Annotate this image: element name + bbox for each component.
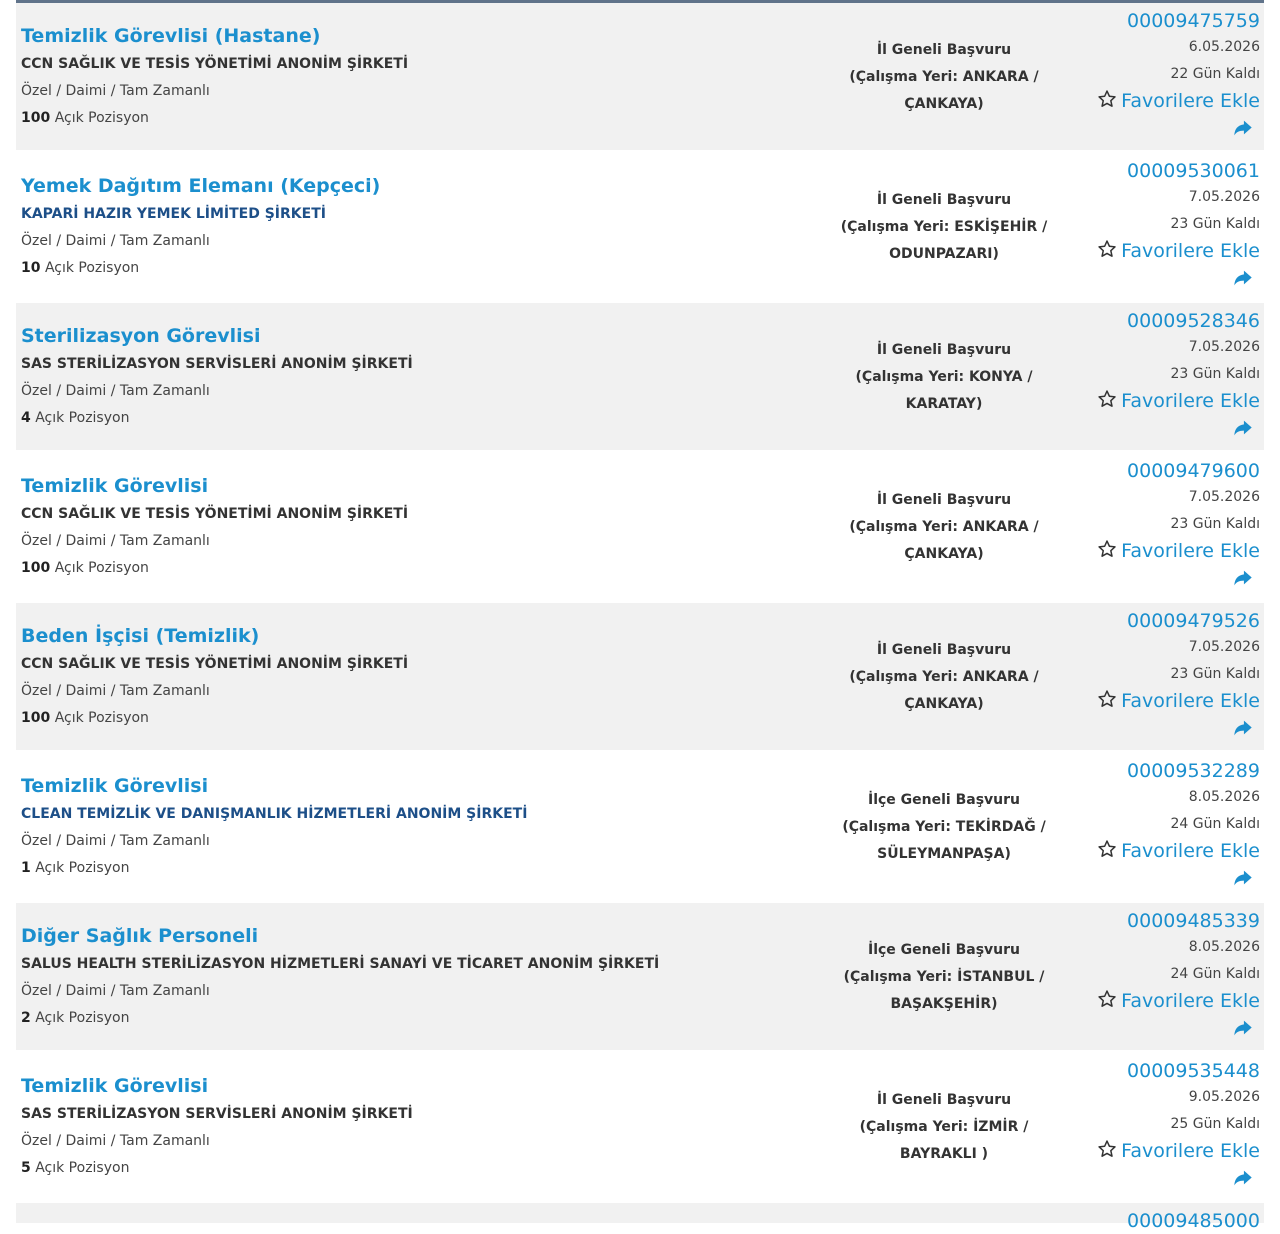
days-remaining: 23 Gün Kaldı xyxy=(1170,666,1260,682)
job-row xyxy=(16,1053,1264,1203)
employment-type: Özel / Daimi / Tam Zamanlı xyxy=(21,533,210,549)
job-title-link[interactable]: Diğer Sağlık Personeli xyxy=(21,925,259,947)
open-positions-count: 10 xyxy=(21,260,41,276)
location-info xyxy=(816,37,1072,118)
star-outline-icon xyxy=(1096,389,1118,409)
job-meta xyxy=(1040,1058,1260,1189)
job-info xyxy=(21,173,380,278)
posting-date: 7.05.2026 xyxy=(1188,639,1260,655)
add-to-favorites-button[interactable] xyxy=(1040,238,1260,265)
job-meta xyxy=(1040,308,1260,439)
location-info xyxy=(816,487,1072,568)
application-scope: İlçe Geneli Başvuru xyxy=(867,942,1020,958)
open-positions xyxy=(21,408,413,428)
workplace-district: BAYRAKLI ) xyxy=(899,1146,989,1162)
job-number-link[interactable]: 00009528346 xyxy=(1127,310,1260,332)
add-to-favorites-button[interactable] xyxy=(1040,988,1260,1015)
job-meta xyxy=(1040,458,1260,589)
open-positions xyxy=(21,708,408,728)
open-positions-label: Açık Pozisyon xyxy=(35,1010,130,1026)
add-to-favorites-label: Favorilere Ekle xyxy=(1121,840,1260,862)
open-positions-label: Açık Pozisyon xyxy=(35,410,130,426)
job-title-link[interactable]: Beden İşçisi (Temizlik) xyxy=(21,625,260,647)
location-info xyxy=(816,1087,1072,1168)
job-number-link[interactable]: 00009485339 xyxy=(1127,910,1260,932)
job-info xyxy=(21,323,413,428)
job-list xyxy=(16,3,1264,1232)
add-to-favorites-label: Favorilere Ekle xyxy=(1121,690,1260,712)
job-number-link[interactable]: 00009479600 xyxy=(1127,460,1260,482)
days-remaining: 22 Gün Kaldı xyxy=(1170,66,1260,82)
job-row xyxy=(16,453,1264,603)
posting-date: 8.05.2026 xyxy=(1188,939,1260,955)
posting-date: 9.05.2026 xyxy=(1188,1089,1260,1105)
open-positions xyxy=(21,558,408,578)
job-row xyxy=(16,903,1264,1053)
application-scope: İlçe Geneli Başvuru xyxy=(867,792,1020,808)
employment-type: Özel / Daimi / Tam Zamanlı xyxy=(21,383,210,399)
open-positions-label: Açık Pozisyon xyxy=(35,860,130,876)
job-meta xyxy=(1040,158,1260,289)
add-to-favorites-button[interactable] xyxy=(1040,88,1260,115)
company-name: SAS STERİLİZASYON SERVİSLERİ ANONİM ŞİRKETİ xyxy=(21,356,413,372)
workplace-district: ÇANKAYA) xyxy=(904,696,984,712)
add-to-favorites-button[interactable] xyxy=(1040,538,1260,565)
workplace-city: (Çalışma Yeri: İZMİR / xyxy=(859,1119,1029,1135)
open-positions xyxy=(21,1158,413,1178)
job-number-link[interactable]: 00009479526 xyxy=(1127,610,1260,632)
company-name: CCN SAĞLIK VE TESİS YÖNETİMİ ANONİM ŞİRKETİ xyxy=(21,656,409,672)
add-to-favorites-button[interactable] xyxy=(1040,388,1260,415)
share-arrow-icon[interactable] xyxy=(1232,117,1254,139)
employment-type: Özel / Daimi / Tam Zamanlı xyxy=(21,1133,210,1149)
company-name: SALUS HEALTH STERİLİZASYON HİZMETLERİ SANAYİ VE TİCARET ANONİM ŞİRKETİ xyxy=(21,956,660,972)
job-row xyxy=(16,153,1264,303)
workplace-city: (Çalışma Yeri: KONYA / xyxy=(855,369,1033,385)
employment-type: Özel / Daimi / Tam Zamanlı xyxy=(21,83,210,99)
days-remaining: 24 Gün Kaldı xyxy=(1170,966,1260,982)
workplace-district: BAŞAKŞEHİR) xyxy=(890,996,998,1012)
open-positions xyxy=(21,1008,659,1028)
open-positions xyxy=(21,858,527,878)
days-remaining: 23 Gün Kaldı xyxy=(1170,516,1260,532)
job-row xyxy=(16,3,1264,153)
job-meta xyxy=(1040,8,1260,139)
star-outline-icon xyxy=(1096,239,1118,259)
workplace-city: (Çalışma Yeri: ANKARA / xyxy=(849,519,1039,535)
job-title-link[interactable]: Sterilizasyon Görevlisi xyxy=(21,325,261,347)
share-arrow-icon[interactable] xyxy=(1232,267,1254,289)
job-info xyxy=(21,923,659,1028)
share-arrow-icon[interactable] xyxy=(1232,417,1254,439)
workplace-city: (Çalışma Yeri: ANKARA / xyxy=(849,69,1039,85)
job-number-link[interactable]: 00009532289 xyxy=(1127,760,1260,782)
share-arrow-icon[interactable] xyxy=(1232,717,1254,739)
workplace-district: ÇANKAYA) xyxy=(904,546,984,562)
star-outline-icon xyxy=(1096,539,1118,559)
workplace-city: (Çalışma Yeri: İSTANBUL / xyxy=(843,969,1045,985)
workplace-city: (Çalışma Yeri: ANKARA / xyxy=(849,669,1039,685)
job-meta xyxy=(1040,908,1260,1039)
open-positions-count: 5 xyxy=(21,1160,31,1176)
days-remaining: 25 Gün Kaldı xyxy=(1170,1116,1260,1132)
posting-date: 8.05.2026 xyxy=(1188,789,1260,805)
share-arrow-icon[interactable] xyxy=(1232,1167,1254,1189)
job-meta xyxy=(1040,758,1260,889)
application-scope: İl Geneli Başvuru xyxy=(876,642,1012,658)
company-name: SAS STERİLİZASYON SERVİSLERİ ANONİM ŞİRKETİ xyxy=(21,1106,413,1122)
days-remaining: 23 Gün Kaldı xyxy=(1170,366,1260,382)
workplace-district: SÜLEYMANPAŞA) xyxy=(877,846,1011,862)
application-scope: İl Geneli Başvuru xyxy=(876,342,1012,358)
open-positions-label: Açık Pozisyon xyxy=(54,110,149,126)
job-row xyxy=(16,753,1264,903)
open-positions-count: 100 xyxy=(21,560,51,576)
application-scope: İl Geneli Başvuru xyxy=(876,42,1012,58)
add-to-favorites-button[interactable] xyxy=(1040,1138,1260,1165)
add-to-favorites-label: Favorilere Ekle xyxy=(1121,90,1260,112)
job-title-link[interactable]: Temizlik Görevlisi (Hastane) xyxy=(21,25,321,47)
open-positions-count: 4 xyxy=(21,410,31,426)
workplace-district: ÇANKAYA) xyxy=(904,96,984,112)
days-remaining: 23 Gün Kaldı xyxy=(1170,216,1260,232)
job-number-link[interactable]: 00009475759 xyxy=(1127,10,1260,32)
company-name: CCN SAĞLIK VE TESİS YÖNETİMİ ANONİM ŞİRKETİ xyxy=(21,56,409,72)
employment-type: Özel / Daimi / Tam Zamanlı xyxy=(21,983,210,999)
open-positions-label: Açık Pozisyon xyxy=(54,560,149,576)
job-info xyxy=(21,23,408,128)
job-title-link[interactable]: Temizlik Görevlisi xyxy=(21,1075,209,1097)
add-to-favorites-button[interactable] xyxy=(1040,838,1260,865)
employment-type: Özel / Daimi / Tam Zamanlı xyxy=(21,683,210,699)
star-outline-icon xyxy=(1096,689,1118,709)
posting-date: 7.05.2026 xyxy=(1188,339,1260,355)
company-name: KAPARİ HAZIR YEMEK LİMİTED ŞİRKETİ xyxy=(21,206,326,222)
job-info xyxy=(21,1073,413,1178)
open-positions-count: 1 xyxy=(21,860,31,876)
employment-type: Özel / Daimi / Tam Zamanlı xyxy=(21,833,210,849)
days-remaining: 24 Gün Kaldı xyxy=(1170,816,1260,832)
add-to-favorites-label: Favorilere Ekle xyxy=(1121,1140,1260,1162)
application-scope: İl Geneli Başvuru xyxy=(876,1092,1012,1108)
open-positions-label: Açık Pozisyon xyxy=(54,710,149,726)
application-scope: İl Geneli Başvuru xyxy=(876,192,1012,208)
share-arrow-icon[interactable] xyxy=(1232,1017,1254,1039)
job-info xyxy=(21,473,408,578)
share-arrow-icon[interactable] xyxy=(1232,867,1254,889)
workplace-district: ODUNPAZARI) xyxy=(889,246,999,262)
job-number-link[interactable]: 00009530061 xyxy=(1127,160,1260,182)
star-outline-icon xyxy=(1096,839,1118,859)
job-row xyxy=(16,303,1264,453)
star-outline-icon xyxy=(1096,1139,1118,1159)
posting-date: 7.05.2026 xyxy=(1188,489,1260,505)
job-row-partial xyxy=(16,1203,1264,1232)
add-to-favorites-button[interactable] xyxy=(1040,688,1260,715)
location-info xyxy=(816,337,1072,418)
job-number-link[interactable]: 00009535448 xyxy=(1127,1060,1260,1082)
location-info xyxy=(816,787,1072,868)
star-outline-icon xyxy=(1096,989,1118,1009)
job-info xyxy=(21,623,408,728)
workplace-city: (Çalışma Yeri: TEKİRDAĞ / xyxy=(842,819,1046,835)
share-arrow-icon[interactable] xyxy=(1232,567,1254,589)
open-positions-count: 100 xyxy=(21,710,51,726)
open-positions xyxy=(21,108,408,128)
job-number-link[interactable]: 00009485000 xyxy=(1127,1210,1260,1232)
add-to-favorites-label: Favorilere Ekle xyxy=(1121,540,1260,562)
star-outline-icon xyxy=(1096,89,1118,109)
job-title-link[interactable]: Yemek Dağıtım Elemanı (Kepçeci) xyxy=(21,175,381,197)
job-row xyxy=(16,603,1264,753)
workplace-city: (Çalışma Yeri: ESKİŞEHİR / xyxy=(840,219,1048,235)
add-to-favorites-label: Favorilere Ekle xyxy=(1121,240,1260,262)
job-title-link[interactable]: Temizlik Görevlisi xyxy=(21,775,209,797)
location-info xyxy=(816,187,1072,268)
location-info xyxy=(816,637,1072,718)
open-positions-count: 100 xyxy=(21,110,51,126)
add-to-favorites-label: Favorilere Ekle xyxy=(1121,990,1260,1012)
posting-date: 6.05.2026 xyxy=(1188,39,1260,55)
employment-type: Özel / Daimi / Tam Zamanlı xyxy=(21,233,210,249)
open-positions-label: Açık Pozisyon xyxy=(35,1160,130,1176)
job-title-link[interactable]: Temizlik Görevlisi xyxy=(21,475,209,497)
job-info xyxy=(21,773,527,878)
workplace-district: KARATAY) xyxy=(905,396,983,412)
location-info xyxy=(816,937,1072,1018)
application-scope: İl Geneli Başvuru xyxy=(876,492,1012,508)
add-to-favorites-label: Favorilere Ekle xyxy=(1121,390,1260,412)
open-positions-label: Açık Pozisyon xyxy=(44,260,140,276)
open-positions xyxy=(21,258,380,278)
job-meta xyxy=(1040,608,1260,739)
posting-date: 7.05.2026 xyxy=(1188,189,1260,205)
company-name: CCN SAĞLIK VE TESİS YÖNETİMİ ANONİM ŞİRKETİ xyxy=(21,506,409,522)
company-name: CLEAN TEMİZLİK VE DANIŞMANLIK HİZMETLERİ ANONİM ŞİRKETİ xyxy=(21,806,528,822)
open-positions-count: 2 xyxy=(21,1010,31,1026)
